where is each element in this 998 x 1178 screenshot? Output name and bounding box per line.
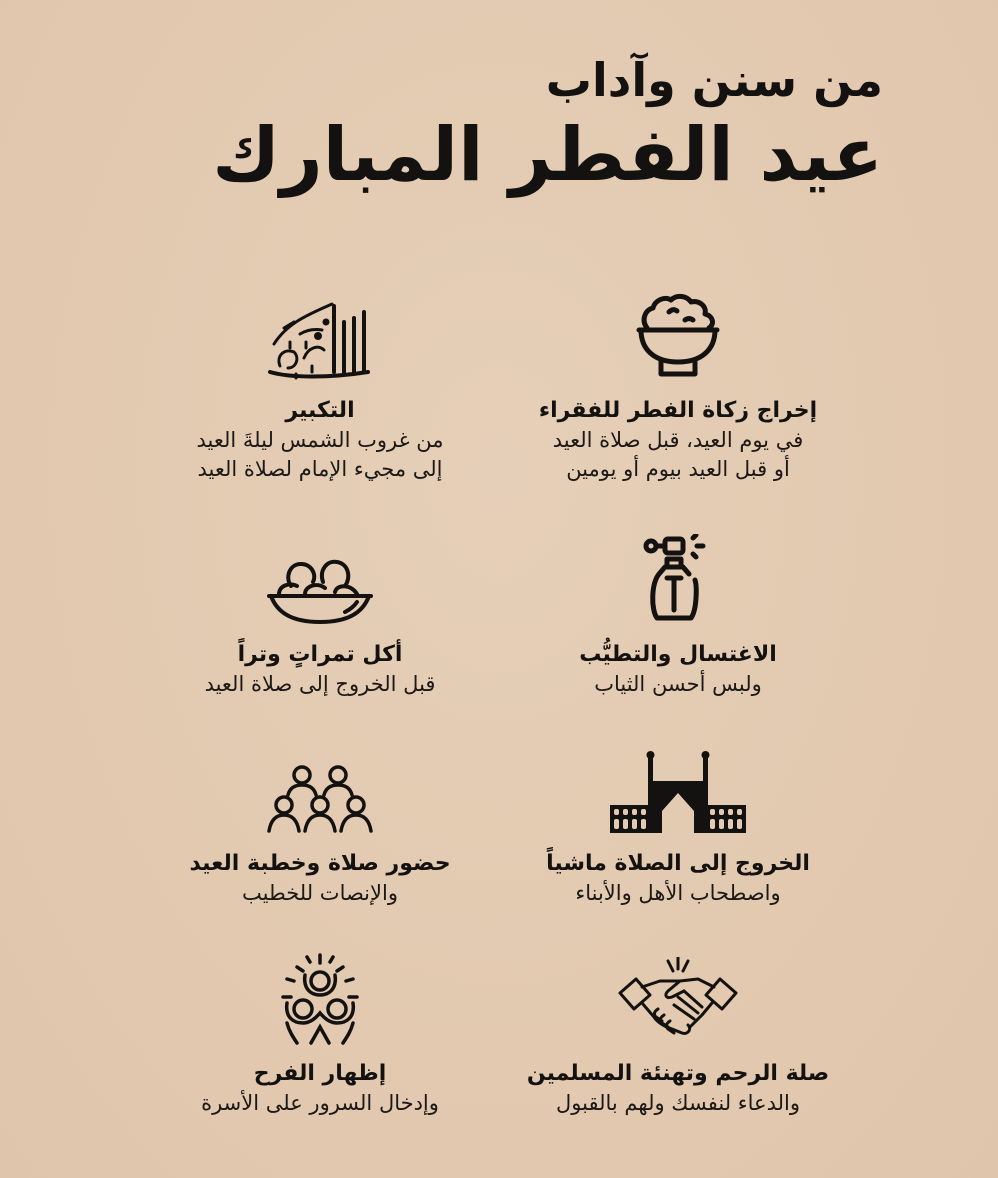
title-main: عيد الفطر المبارك xyxy=(212,112,883,198)
mosque-icon xyxy=(608,735,748,835)
item-walking-to-prayer xyxy=(498,735,858,908)
item-attending-prayer xyxy=(140,735,500,908)
item-showing-joy xyxy=(140,945,500,1118)
item-desc-line: وإدخال السرور على الأسرة xyxy=(201,1091,439,1115)
congregation-people-icon xyxy=(250,735,390,835)
dates-bowl-icon xyxy=(250,526,390,626)
item-heading: الاغتسال والتطيُّب xyxy=(579,642,777,667)
title-subtitle: من سنن وآداب xyxy=(545,53,883,107)
item-desc-line: من غروب الشمس ليلةَ العيد xyxy=(196,428,444,452)
item-desc-line: والإنصات للخطيب xyxy=(242,881,398,905)
item-desc-line: إلى مجيء الإمام لصلاة العيد xyxy=(197,457,443,481)
item-desc-line: والدعاء لنفسك ولهم بالقبول xyxy=(556,1091,800,1115)
item-zakat-al-fitr xyxy=(498,282,858,484)
item-heading: أكل تمراتٍ وتراً xyxy=(237,642,403,667)
perfume-bottle-icon xyxy=(608,526,748,626)
item-eating-dates xyxy=(140,526,500,699)
rice-bowl-icon xyxy=(608,282,748,382)
item-heading: التكبير xyxy=(285,398,355,423)
handshake-icon xyxy=(608,945,748,1045)
item-desc-line: أو قبل العيد بيوم أو يومين xyxy=(566,457,790,481)
item-desc-line: ولبس أحسن الثياب xyxy=(594,672,762,696)
item-heading: الخروج إلى الصلاة ماشياً xyxy=(546,851,810,876)
item-ghusl-perfume xyxy=(498,526,858,699)
celebrating-family-icon xyxy=(250,945,390,1045)
item-heading: صلة الرحم وتهنئة المسلمين xyxy=(526,1061,830,1086)
item-heading: حضور صلاة وخطبة العيد xyxy=(189,851,451,876)
item-heading: إظهار الفرح xyxy=(253,1061,387,1086)
item-takbir xyxy=(140,282,500,484)
item-kinship-greetings xyxy=(498,945,858,1118)
title-block xyxy=(212,52,883,198)
item-desc-line: في يوم العيد، قبل صلاة العيد xyxy=(552,428,804,452)
allahu-akbar-calligraphy-icon xyxy=(250,282,390,382)
item-desc-line: قبل الخروج إلى صلاة العيد xyxy=(204,672,436,696)
item-desc-line: واصطحاب الأهل والأبناء xyxy=(575,881,781,905)
item-heading: إخراج زكاة الفطر للفقراء xyxy=(538,398,818,423)
